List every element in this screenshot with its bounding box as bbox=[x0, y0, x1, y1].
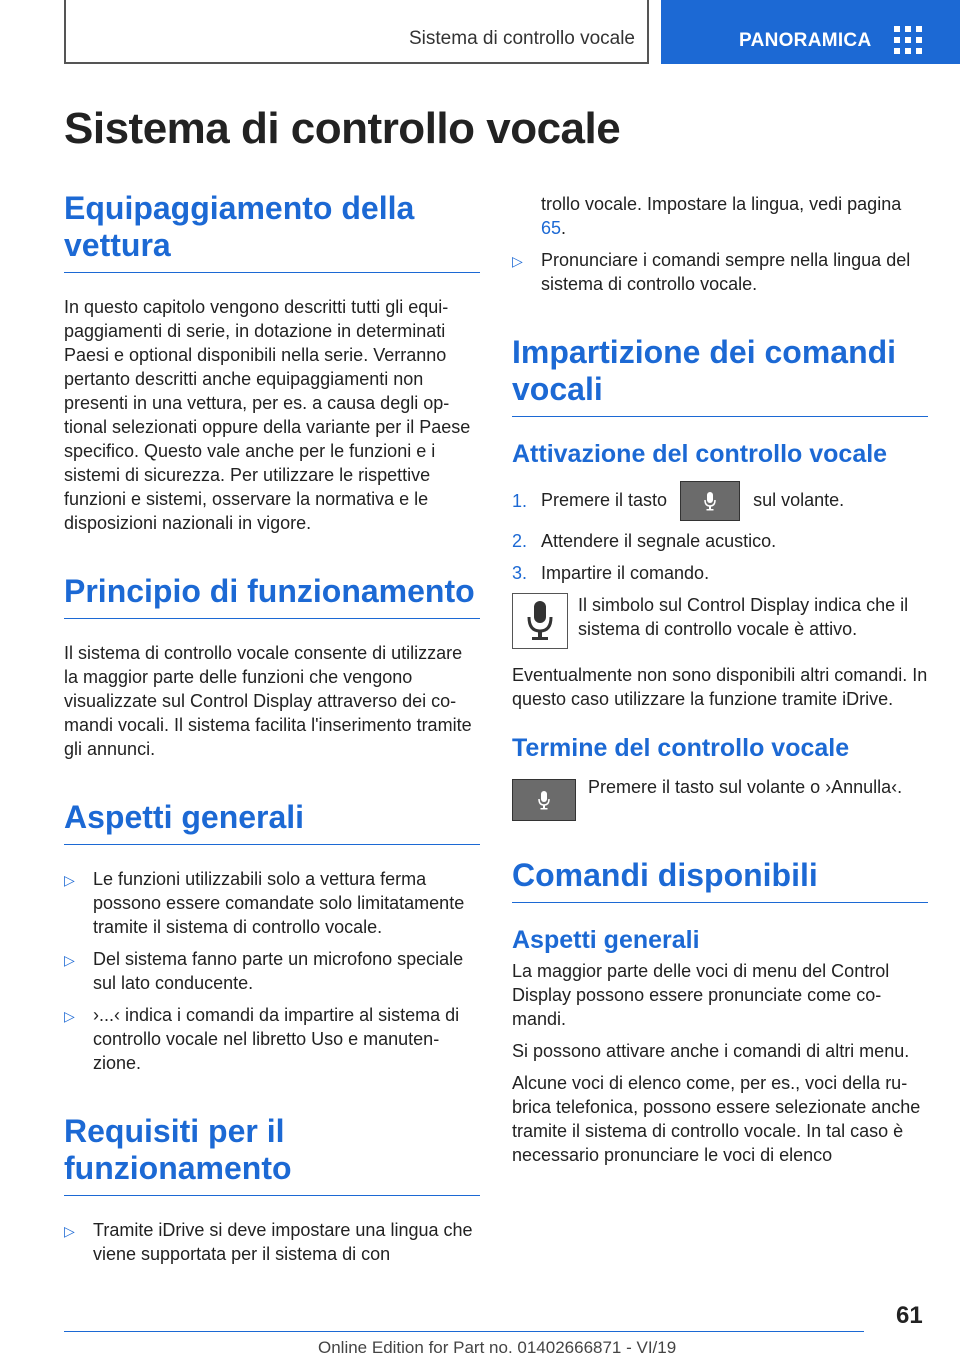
section-heading-commands: Impartizione dei comandi vocali bbox=[512, 334, 928, 417]
list-item: ▷ Tramite iDrive si deve impostare una lingua che viene supportata per il sistema di con bbox=[64, 1220, 473, 1264]
paragraph-eventual: Eventualmente non sono disponibili altri comandi. In questo caso utilizzare la funzione tramite iDrive. bbox=[512, 665, 928, 709]
paragraph-principle: Il sistema di controllo vocale consente di utilizzare la maggior parte delle funzioni che vengono visualizzate sul Control Display attraverso dei comandi vocali. Il sistema facilita l'inserimento tramite gli annunci. bbox=[64, 643, 472, 759]
step-item: 1. Premere il tasto sul volante. bbox=[512, 481, 928, 521]
triangle-right-icon: ▷ bbox=[64, 1008, 75, 1024]
page-number: 61 bbox=[896, 1302, 923, 1329]
left-column bbox=[64, 190, 480, 1274]
display-symbol-note bbox=[512, 593, 928, 649]
header-section-box bbox=[64, 0, 649, 64]
display-note-text: Il simbolo sul Control Display indica che il sistema di controllo vocale è attivo. bbox=[578, 595, 909, 639]
right-column bbox=[512, 192, 928, 1175]
microphone-icon bbox=[703, 491, 717, 511]
microphone-icon bbox=[525, 600, 555, 642]
triangle-right-icon: ▷ bbox=[64, 952, 75, 968]
header-section-title: Sistema di controllo vocale bbox=[409, 28, 635, 49]
section-heading-equipment: Equipaggiamento della vettura bbox=[64, 190, 480, 273]
footer-edition: Online Edition for Part no. 01402666871 - VI/19 bbox=[318, 1338, 677, 1357]
voice-button-image bbox=[512, 779, 576, 821]
list-item: ▷ ›...‹ indica i comandi da impartire al sistema di controllo vocale nel libretto Uso e manutenzione. bbox=[64, 1005, 460, 1073]
list-item-continued: trollo vocale. Impostare la lingua, vedi pagina 65. bbox=[541, 194, 902, 238]
triangle-right-icon: ▷ bbox=[512, 253, 523, 269]
end-voice-note bbox=[512, 775, 928, 821]
microphone-icon bbox=[537, 790, 551, 810]
triangle-right-icon: ▷ bbox=[64, 872, 75, 888]
page-link[interactable]: 65 bbox=[541, 218, 562, 238]
subheading-general-2: Aspetti generali bbox=[512, 926, 700, 954]
list-item: ▷ Pronunciare i comandi sempre nella lingua del sistema di controllo vocale. bbox=[512, 250, 911, 294]
header-tab-label: PANORAMICA bbox=[739, 30, 872, 51]
subheading-activation: Attivazione del controllo vocale bbox=[512, 440, 888, 468]
step-item: 2. Attendere il segnale acustico. bbox=[512, 531, 777, 551]
grid-icon bbox=[894, 26, 922, 54]
list-item: ▷ Le funzioni utilizzabili solo a vettura ferma possono essere comandate solo limitatamente tramite il sistema di controllo vocale. bbox=[64, 869, 465, 937]
paragraph-equipment: In questo capitolo vengono descritti tutti gli equipaggiamenti di serie, in dotazione in determinati Paesi e optional disponibili nella serie. Verranno pertanto descritti anche equipaggiamenti non presenti in una vettura, per es. a causa degli optional selezionati oppure della variante per il Paese specifico. Questo vale anche per le funzioni e i sistemi di sicurezza. Per utilizzare le rispettive funzioni e sistemi, osservare la normativa e le disposizioni nazionali in vigore. bbox=[64, 297, 471, 533]
page-title: Sistema di controllo vocale bbox=[64, 104, 621, 153]
footer-divider bbox=[64, 1331, 864, 1332]
list-item: ▷ Del sistema fanno parte un microfono speciale sul lato conducente. bbox=[64, 949, 464, 993]
section-heading-principle: Principio di funzionamento bbox=[64, 573, 480, 619]
header-overview-tab[interactable] bbox=[661, 0, 960, 64]
section-heading-requirements: Requisiti per il funzionamento bbox=[64, 1113, 480, 1196]
triangle-right-icon: ▷ bbox=[64, 1223, 75, 1239]
subheading-end: Termine del controllo vocale bbox=[512, 734, 850, 762]
section-heading-general: Aspetti generali bbox=[64, 799, 480, 845]
end-text: Premere il tasto sul volante o ›Annulla‹. bbox=[588, 777, 903, 797]
paragraph-available-3: Alcune voci di elenco come, per es., voci della rubrica telefonica, possono essere selezionate anche tramite il sistema di controllo vocale. In tal caso è necessario pronunciare le voci di elenco bbox=[512, 1073, 921, 1165]
paragraph-available-2: Si possono attivare anche i comandi di altri menu. bbox=[512, 1041, 910, 1061]
microphone-display-symbol bbox=[512, 593, 568, 649]
voice-button-image bbox=[680, 481, 740, 521]
step-item: 3. Impartire il comando. bbox=[512, 563, 710, 583]
paragraph-available-1: La maggior parte delle voci di menu del Control Display possono essere pronunciate come comandi. bbox=[512, 961, 890, 1029]
section-heading-available: Comandi disponibili bbox=[512, 857, 928, 903]
